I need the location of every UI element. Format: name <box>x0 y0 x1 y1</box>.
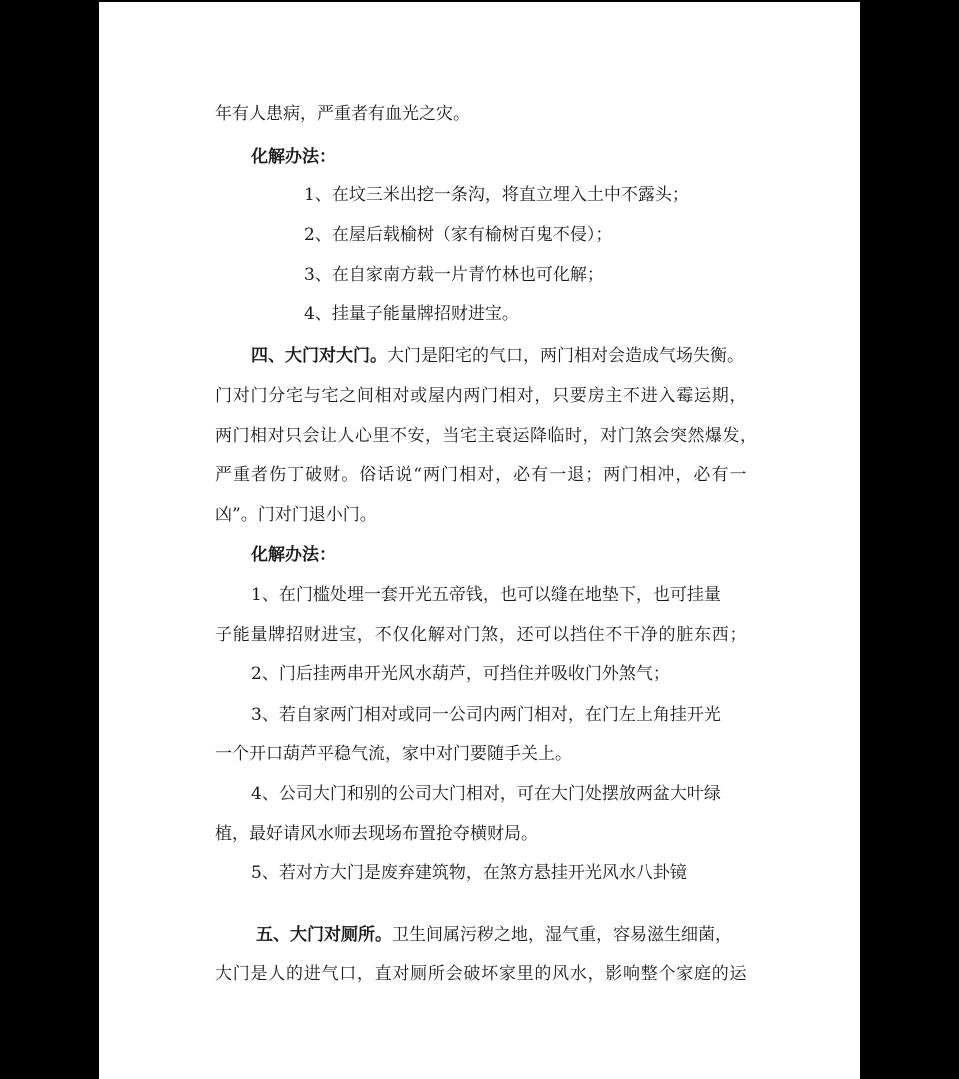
list-item: 2、在屋后载榆树（家有榆树百鬼不侵）； <box>304 225 613 245</box>
paragraph-line: 两门相对只会让人心里不安，当宅主衰运降临时，对门煞会突然爆发， <box>215 426 758 446</box>
paragraph-line: 大门是人的进气口，直对厕所会破坏家里的风水，影响整个家庭的运 <box>215 964 747 984</box>
paragraph-line: 严重者伤丁破财。俗话说“两门相对，必有一退；两门相冲，必有一 <box>215 465 747 485</box>
list-item: 3、若自家两门相对或同一公司内两门相对，在门左上角挂开光 <box>251 705 721 725</box>
list-item: 4、挂量子能量牌招财进宝。 <box>304 304 519 324</box>
paragraph-line: 年有人患病，严重者有血光之灾。 <box>215 104 470 124</box>
list-item-continuation: 子能量牌招财进宝，不仅化解对门煞，还可以挡住不干净的脏东西； <box>215 625 747 645</box>
paragraph-text: 卫生间属污秽之地，湿气重，容易滋生细菌， <box>392 925 732 945</box>
section-subheading: 化解办法： <box>251 147 336 167</box>
document-page <box>99 2 860 1079</box>
paragraph-line <box>251 344 744 368</box>
section-heading: 四、大门对大门。 <box>251 346 387 366</box>
list-item: 2、门后挂两串开光风水葫芦，可挡住并吸收门外煞气； <box>251 664 670 684</box>
list-item: 1、在坟三米出挖一条沟，将直立埋入土中不露头； <box>304 185 689 205</box>
paragraph-line: 凶”。门对门退小门。 <box>215 505 377 525</box>
section-heading: 五、大门对厕所。 <box>256 925 392 945</box>
paragraph-line <box>256 923 732 947</box>
section-subheading: 化解办法： <box>251 545 336 565</box>
list-item: 4、公司大门和别的公司大门相对，可在大门处摆放两盆大叶绿 <box>251 784 721 804</box>
list-item-continuation: 植，最好请风水师去现场布置抢夺横财局。 <box>215 824 538 844</box>
paragraph-text: 大门是阳宅的气口，两门相对会造成气场失衡。 <box>387 346 744 366</box>
paragraph-line: 门对门分宅与宅之间相对或屋内两门相对，只要房主不进入霉运期， <box>215 386 747 406</box>
list-item-continuation: 一个开口葫芦平稳气流，家中对门要随手关上。 <box>215 744 572 764</box>
list-item: 5、若对方大门是废弃建筑物，在煞方悬挂开光风水八卦镜 <box>251 863 687 883</box>
list-item: 3、在自家南方载一片青竹林也可化解； <box>304 265 604 285</box>
list-item: 1、在门槛处埋一套开光五帝钱，也可以缝在地垫下，也可挂量 <box>251 585 721 605</box>
